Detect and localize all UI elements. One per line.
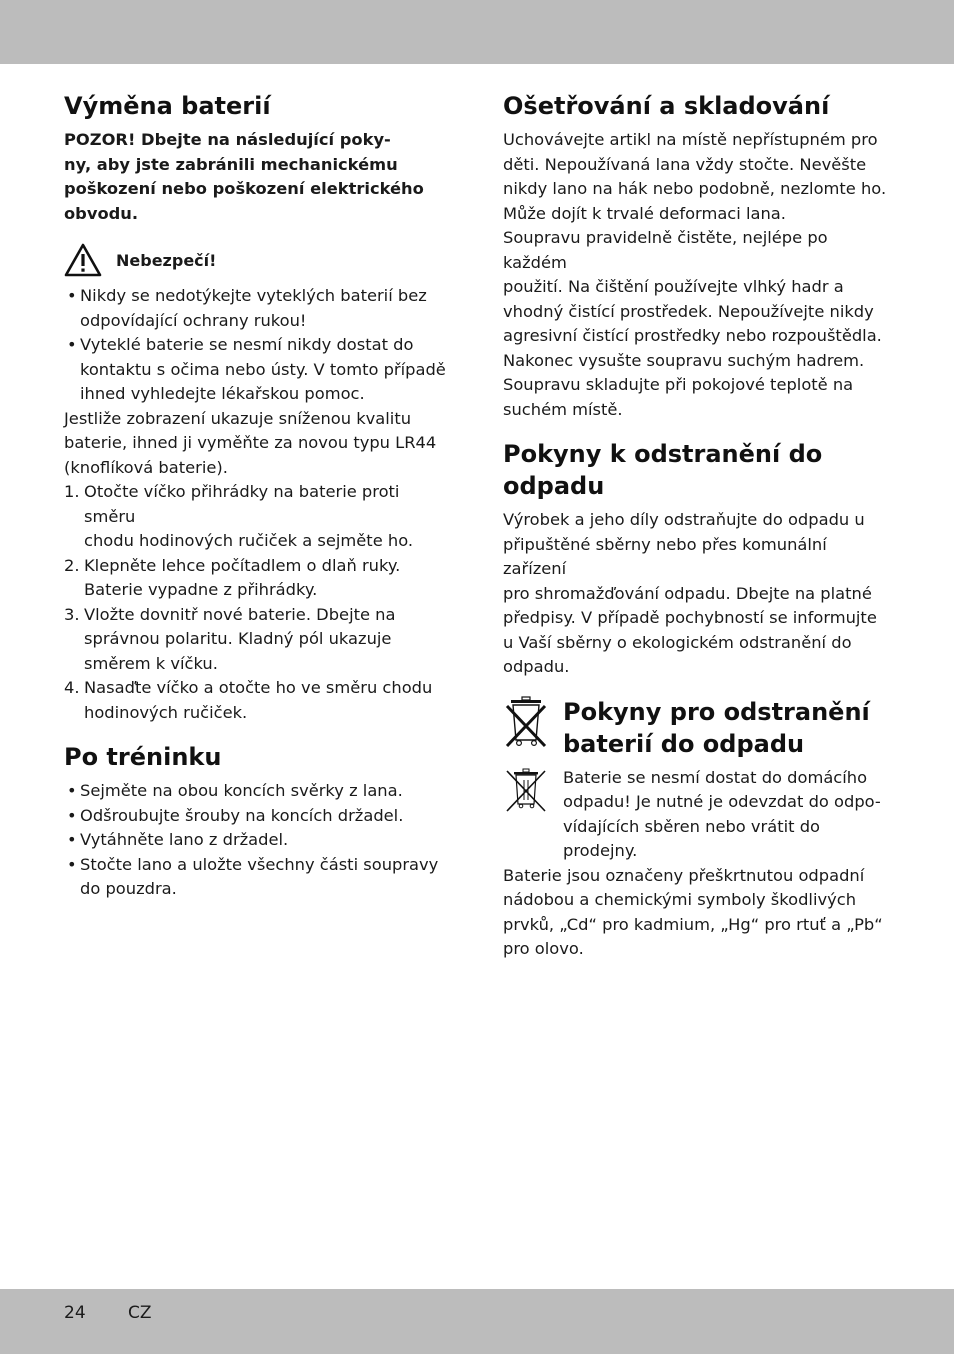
list-item bbox=[64, 804, 454, 829]
list-item-line: odpovídající ochrany rukou! bbox=[80, 310, 307, 330]
step-line: směrem k víčku. bbox=[84, 653, 218, 673]
title-line: odpadu bbox=[503, 472, 605, 500]
list-item bbox=[64, 853, 454, 902]
section-title-battery-replacement: Výměna baterií bbox=[64, 92, 271, 120]
caution-line: poškození nebo poškození elektrického bbox=[64, 179, 424, 198]
paragraph-line: předpisy. V případě pochybností se informujte bbox=[503, 608, 877, 627]
paragraph-line: pro olovo. bbox=[503, 939, 584, 958]
list-item bbox=[64, 333, 454, 407]
step-number: 1. bbox=[64, 482, 80, 501]
step-number: 3. bbox=[64, 604, 80, 624]
paragraph-line: Soupravu skladujte při pokojové teplotě na bbox=[503, 375, 854, 394]
spacer bbox=[503, 422, 895, 438]
header-bar bbox=[0, 0, 954, 64]
step-item bbox=[64, 676, 454, 725]
step-line: chodu hodinových ručiček a sejměte ho. bbox=[84, 531, 414, 550]
paragraph-line: odpadu! Je nutné je odevzdat do odpo- bbox=[563, 792, 881, 811]
danger-label: Nebezpečí! bbox=[116, 250, 217, 270]
paragraph-line: Uchovávejte artikl na místě nepřístupném pro bbox=[503, 130, 878, 149]
section-title-disposal bbox=[503, 438, 895, 502]
list-item bbox=[64, 779, 454, 804]
paragraph-line: u Vaší sběrny o ekologickém odstranění do bbox=[503, 632, 852, 652]
section-title-after-training: Po tréninku bbox=[64, 743, 222, 771]
step-number: 2. bbox=[64, 555, 80, 575]
paragraph-line: Baterie se nesmí dostat do domácího bbox=[563, 767, 868, 787]
paragraph-line: prvků, „Cd“ pro kadmium, „Hg“ pro rtuť a „Pb“ bbox=[503, 914, 883, 934]
paragraph-line: Může dojít k trvalé deformaci lana. bbox=[503, 203, 786, 223]
paragraph-line: baterie, ihned ji vyměňte za novou typu LR44 bbox=[64, 433, 437, 452]
disposal-text bbox=[503, 508, 895, 680]
step-item bbox=[64, 480, 454, 554]
list-item-line: • Vytáhněte lano z držadel. bbox=[80, 830, 289, 849]
paragraph-line: Soupravu pravidelně čistěte, nejlépe po každém bbox=[503, 228, 828, 272]
paragraph-line: Baterie jsou označeny přeškrtnutou odpadní bbox=[503, 865, 865, 885]
list-item-line: kontaktu s očima nebo ústy. V tomto případě bbox=[80, 359, 446, 379]
caution-line: obvodu. bbox=[64, 203, 139, 223]
caution-line: ny, aby jste zabránili mechanickému bbox=[64, 154, 398, 174]
title-line: Pokyny pro odstranění bbox=[563, 697, 870, 726]
step-number: 4. bbox=[64, 678, 80, 697]
warning-triangle-icon bbox=[64, 243, 102, 277]
crossed-out-bin-icon bbox=[503, 696, 549, 748]
paragraph-line: suchém místě. bbox=[503, 399, 623, 419]
section-title-battery-disposal bbox=[563, 696, 895, 760]
list-item-line: • Vyteklé baterie se nesmí nikdy dostat do bbox=[80, 335, 414, 354]
battery-disposal-notice bbox=[563, 766, 895, 864]
step-line: Vložte dovnitř nové baterie. Dbejte na bbox=[84, 604, 396, 624]
paragraph-line: pro shromažďování odpadu. Dbejte na platné bbox=[503, 583, 872, 603]
step-line: Klepněte lehce počítadlem o dlaň ruky. bbox=[84, 555, 401, 575]
page-number: 24 bbox=[64, 1303, 86, 1323]
paragraph-line: odpadu. bbox=[503, 657, 570, 676]
list-item-line: ihned vyhledejte lékařskou pomoc. bbox=[80, 384, 365, 403]
paragraph-line: vhodný čistící prostředek. Nepoužívejte nikdy bbox=[503, 301, 874, 321]
replacement-steps bbox=[64, 480, 454, 725]
care-storage-text bbox=[503, 128, 895, 422]
right-column bbox=[503, 90, 895, 962]
list-item bbox=[64, 828, 454, 853]
caution-text bbox=[64, 128, 454, 226]
battery-symbols-text bbox=[503, 864, 895, 962]
after-training-bullets bbox=[64, 779, 454, 902]
language-code: CZ bbox=[128, 1303, 152, 1323]
step-line: hodinových ručiček. bbox=[84, 702, 248, 722]
paragraph-line: agresivní čistící prostředky nebo rozpouštědla. bbox=[503, 326, 882, 345]
spacer bbox=[64, 725, 454, 741]
paragraph-line: (knoflíková baterie). bbox=[64, 457, 228, 477]
step-item bbox=[64, 603, 454, 677]
battery-disposal-heading-row bbox=[503, 696, 895, 766]
left-column bbox=[64, 90, 454, 902]
step-item bbox=[64, 554, 454, 603]
list-item-line: do pouzdra. bbox=[80, 879, 177, 898]
paragraph-line: použití. Na čištění používejte vlhký hadr a bbox=[503, 277, 844, 296]
step-line: Baterie vypadne z přihrádky. bbox=[84, 580, 318, 599]
list-item-line: • Stočte lano a uložte všechny části soupravy bbox=[80, 854, 439, 874]
paragraph-line: děti. Nepoužívaná lana vždy stočte. Nevěšte bbox=[503, 154, 867, 174]
paragraph-line: připuštěné sběrny nebo přes komunální zařízení bbox=[503, 534, 827, 578]
crossed-out-bin-small-icon bbox=[503, 766, 549, 816]
battery-disposal-notice-row bbox=[503, 766, 895, 864]
caution-line: POZOR! Dbejte na následující poky- bbox=[64, 130, 391, 149]
paragraph-line: Jestliže zobrazení ukazuje sníženou kvalitu bbox=[64, 408, 412, 428]
paragraph-line: Nakonec vysušte soupravu suchým hadrem. bbox=[503, 350, 865, 370]
spacer bbox=[503, 680, 895, 696]
paragraph-line: nikdy lano na hák nebo podobně, nezlomte ho. bbox=[503, 179, 887, 198]
section-title-care-storage: Ošetřování a skladování bbox=[503, 92, 830, 120]
title-line: baterií do odpadu bbox=[563, 729, 805, 758]
battery-quality-paragraph bbox=[64, 407, 454, 481]
list-item-line: • Odšroubujte šrouby na koncích držadel. bbox=[80, 805, 404, 825]
paragraph-line: nádobou a chemickými symboly škodlivých bbox=[503, 890, 857, 909]
step-line: Otočte víčko přihrádky na baterie proti směru bbox=[84, 482, 400, 526]
danger-bullets bbox=[64, 284, 454, 407]
small-bin-icon-box bbox=[503, 766, 559, 820]
title-line: Pokyny k odstranění do bbox=[503, 440, 823, 468]
step-line: Nasaďte víčko a otočte ho ve směru chodu bbox=[84, 678, 433, 697]
crossed-bin-icon-box bbox=[503, 696, 559, 752]
paragraph-line: vídajících sběren nebo vrátit do prodejny. bbox=[563, 816, 820, 860]
danger-warning bbox=[64, 240, 454, 280]
list-item-line: • Nikdy se nedotýkejte vyteklých baterií bez bbox=[80, 286, 427, 305]
paragraph-line: Výrobek a jeho díly odstraňujte do odpadu u bbox=[503, 510, 865, 529]
list-item bbox=[64, 284, 454, 333]
list-item-line: • Sejměte na obou koncích svěrky z lana. bbox=[80, 781, 403, 800]
step-line: správnou polaritu. Kladný pól ukazuje bbox=[84, 629, 392, 648]
